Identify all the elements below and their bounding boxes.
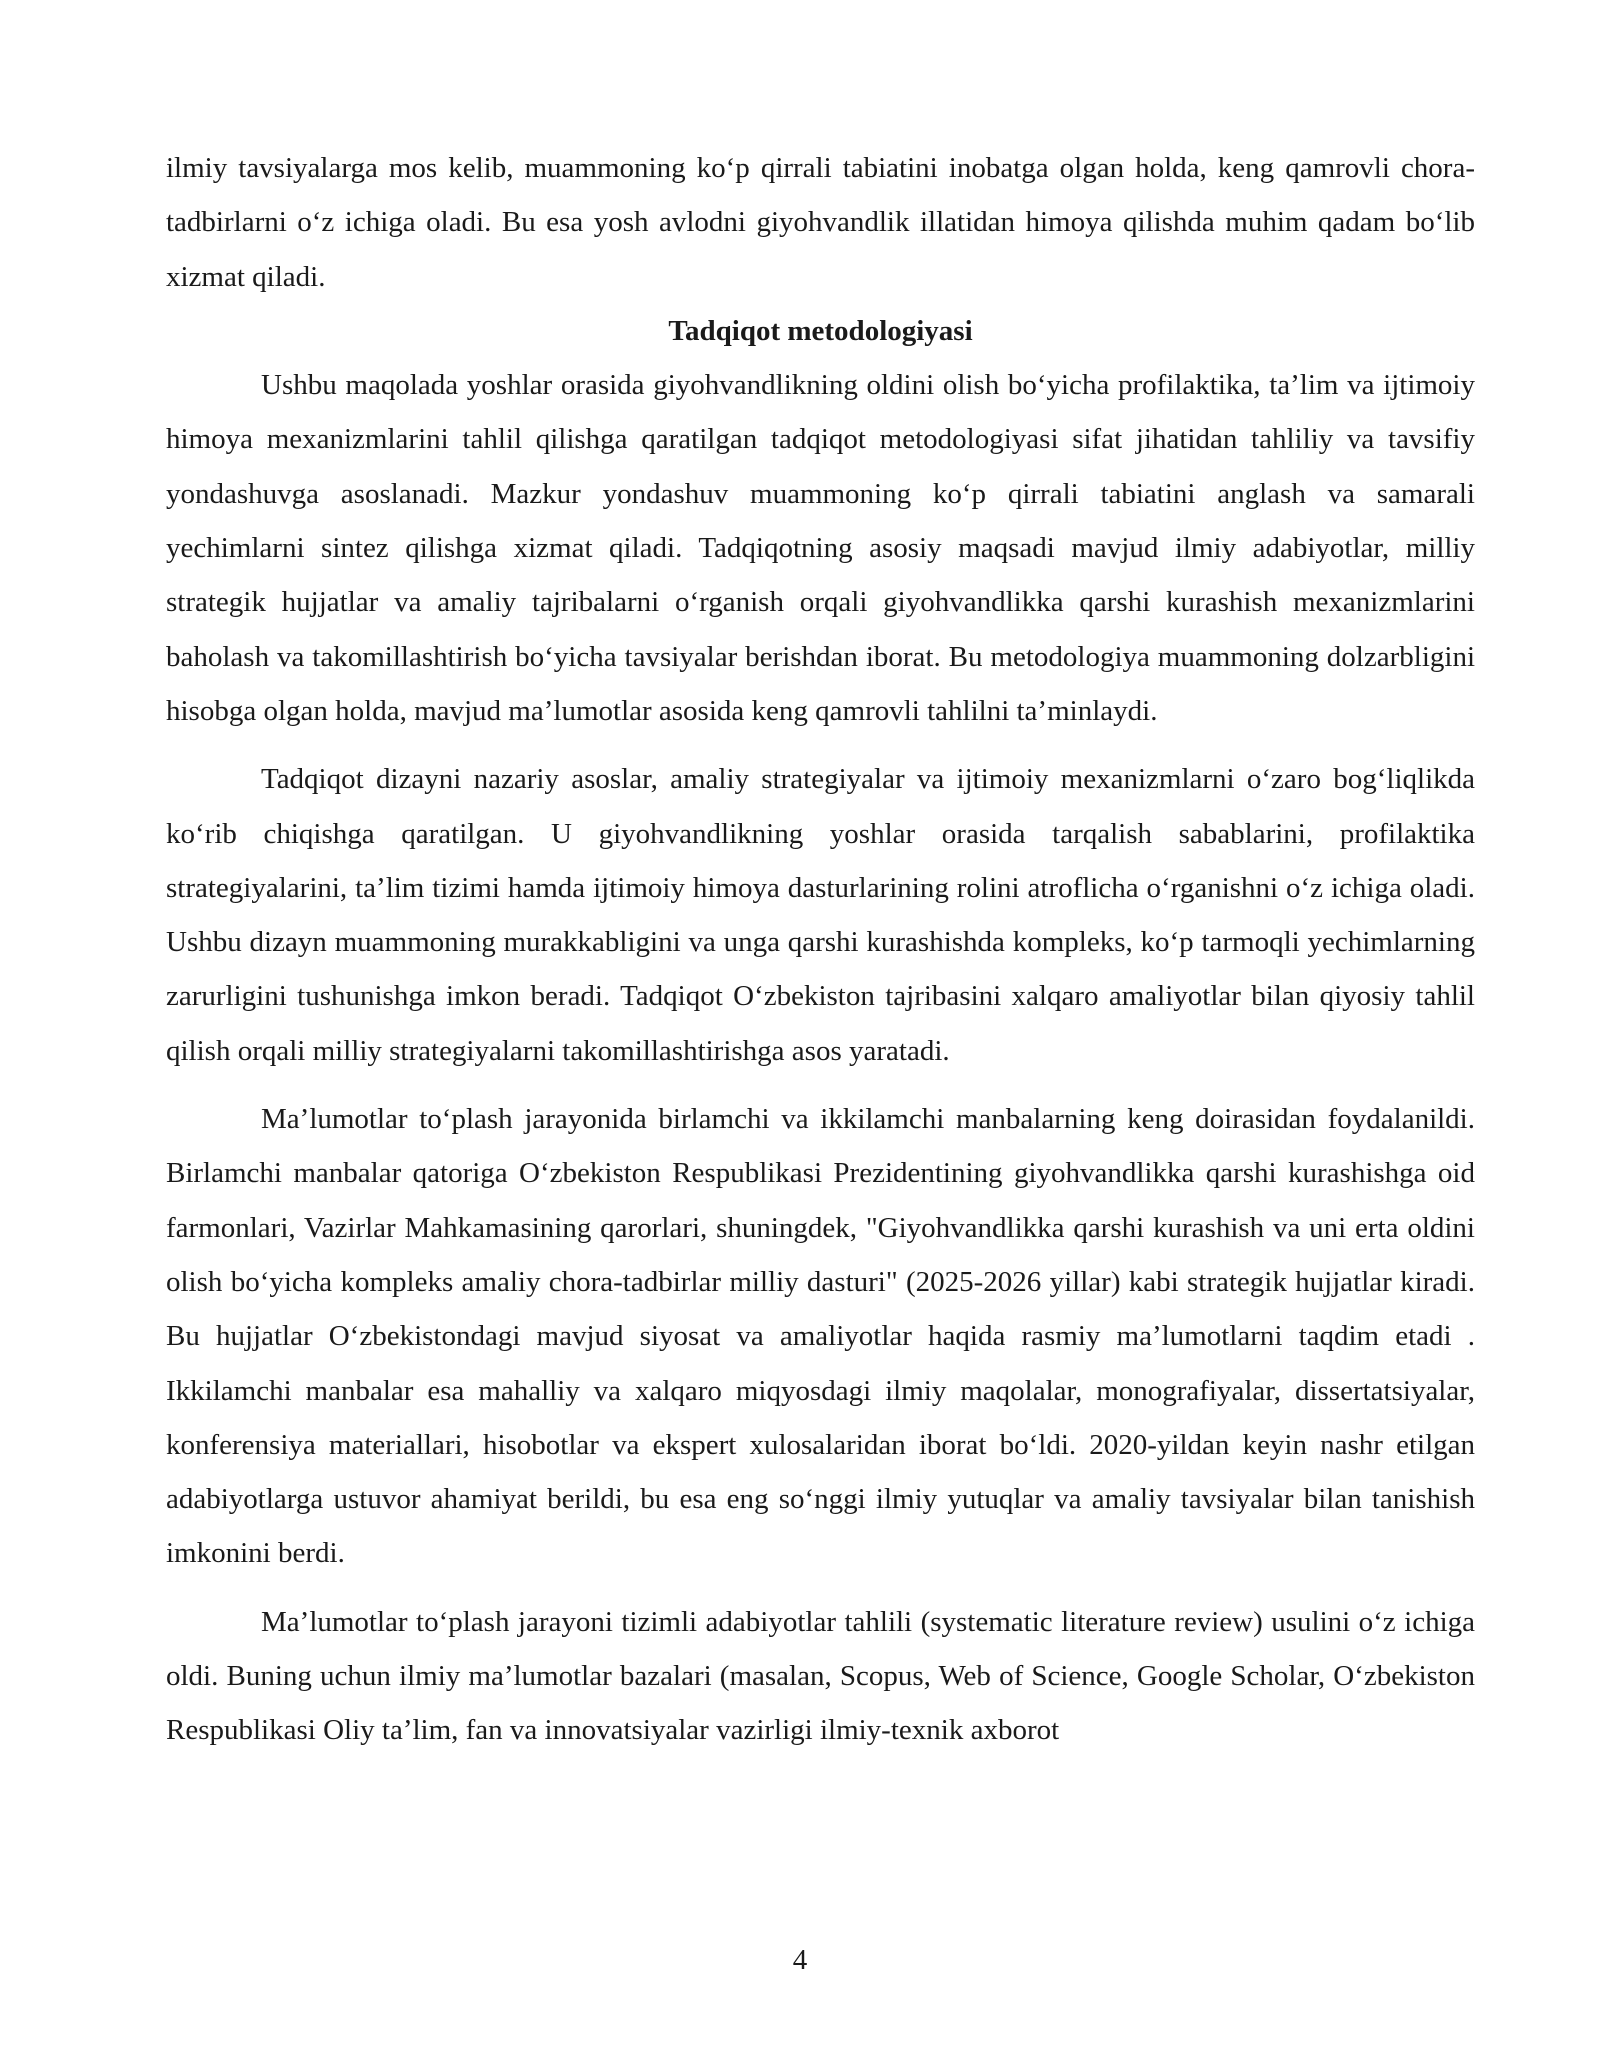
intro-paragraph: ilmiy tavsiyalarga mos kelib, muammoning ko‘p qirrali tabiatini inobatga olgan holda, keng qamrovli chora-tadbirlarni o‘z ichiga oladi. Bu esa yosh avlodni giyohvandlik illatidan himoya qilishda muhim qadam bo‘lib xizmat qiladi. <box>166 152 1475 293</box>
body-paragraph-4: Ma’lumotlar to‘plash jarayoni tizimli adabiyotlar tahlili (systematic literature review) usulini o‘z ichiga oldi. Buning uchun ilmiy ma’lumotlar bazalari (masalan, Scopus, Web of Science, Google Scholar, O‘zbekiston Respublikasi Oliy ta’lim, fan va innovatsiyalar vazirligi ilmiy-texnik axborot <box>166 1605 1475 1747</box>
section-heading: Tadqiqot metodologiyasi <box>668 314 973 347</box>
body-paragraph-1: Ushbu maqolada yoshlar orasida giyohvandlikning oldini olish bo‘yicha profilaktika, ta’lim va ijtimoiy himoya mexanizmlarini tahlil qilishga qaratilgan tadqiqot metodologiyasi sifat jihatidan tahliliy va tavsifiy yondashuvga asoslanadi. Mazkur yondashuv muammoning ko‘p qirrali tabiatini anglash va samarali yechimlarni sintez qilishga xizmat qiladi. Tadqiqotning asosiy maqsadi mavjud ilmiy adabiyotlar, milliy strategik hujjatlar va amaliy tajribalarni o‘rganish orqali giyohvandlikka qarshi kurashish mexanizmlarini baholash va takomillashtirish bo‘yicha tavsiyalar berishdan iborat. Bu metodologiya muammoning dolzarbligini hisobga olgan holda, mavjud ma’lumotlar asosida keng qamrovli tahlilni ta’minlaydi. <box>166 369 1475 727</box>
body-paragraph-2: Tadqiqot dizayni nazariy asoslar, amaliy strategiyalar va ijtimoiy mexanizmlarni o‘zaro bog‘liqlikda ko‘rib chiqishga qaratilgan. U giyohvandlikning yoshlar orasida tarqalish sabablarini, profilaktika strategiyalarini, ta’lim tizimi hamda ijtimoiy himoya dasturlarining rolini atroflicha o‘rganishni o‘z ichiga oladi. Ushbu dizayn muammoning murakkabligini va unga qarshi kurashishda kompleks, ko‘p tarmoqli yechimlarning zarurligini tushunishga imkon beradi. Tadqiqot O‘zbekiston tajribasini xalqaro amaliyotlar bilan qiyosiy tahlil qilish orqali milliy strategiyalarni takomillashtirishga asos yaratadi. <box>166 763 1475 1067</box>
body-paragraph-3: Ma’lumotlar to‘plash jarayonida birlamchi va ikkilamchi manbalarning keng doirasidan foydalanildi. Birlamchi manbalar qatoriga O‘zbekiston Respublikasi Prezidentining giyohvandlikka qarshi kurashishga oid farmonlari, Vazirlar Mahkamasining qarorlari, shuningdek, "Giyohvandlikka qarshi kurashish va uni erta oldini olish bo‘yicha kompleks amaliy chora-tadbirlar milliy dasturi" (2025-2026 yillar) kabi strategik hujjatlar kiradi. Bu hujjatlar O‘zbekistondagi mavjud siyosat va amaliyotlar haqida rasmiy ma’lumotlarni taqdim etadi . Ikkilamchi manbalar esa mahalliy va xalqaro miqyosdagi ilmiy maqolalar, monografiyalar, dissertatsiyalar, konferensiya materiallari, hisobotlar va ekspert xulosalaridan iborat bo‘ldi. 2020-yildan keyin nashr etilgan adabiyotlarga ustuvor ahamiyat berildi, bu esa eng so‘nggi ilmiy yutuqlar va amaliy tavsiyalar bilan tanishish imkonini berdi. <box>166 1103 1475 1570</box>
document-page <box>166 141 1475 1758</box>
page-number: 4 <box>792 1944 808 1976</box>
